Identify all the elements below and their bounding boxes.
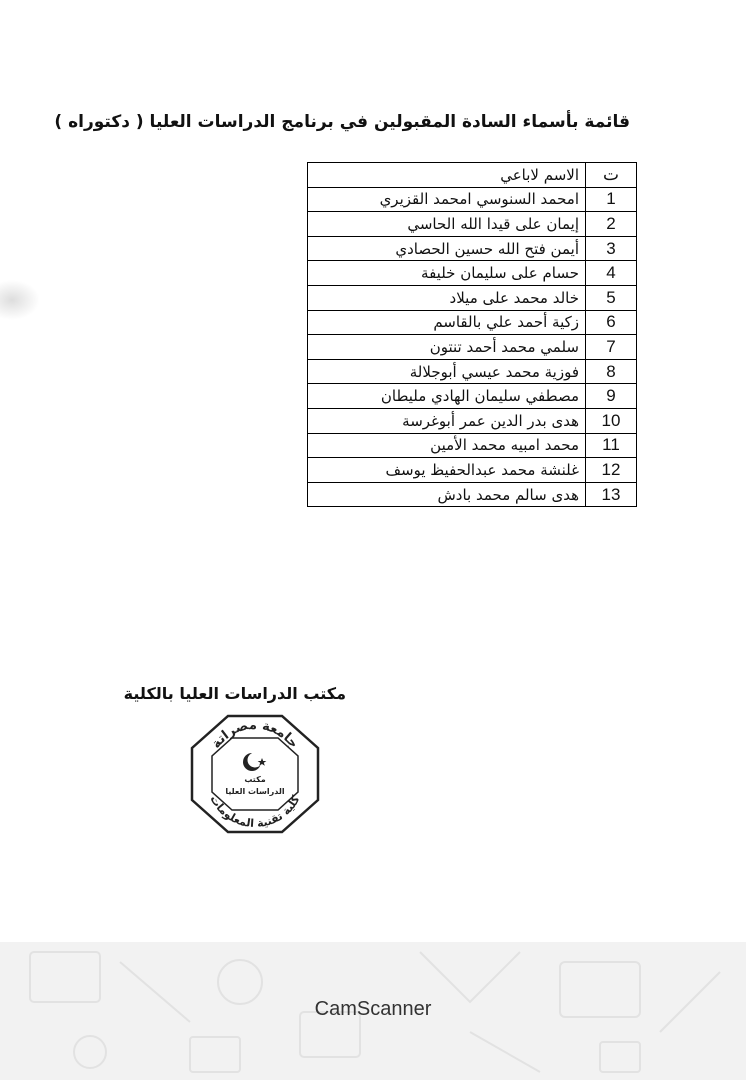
row-number: 11 (586, 433, 637, 458)
stamp-top-text: جامعة مصراتة (208, 717, 302, 752)
row-name: هدى سالم محمد بادش (308, 482, 586, 507)
table-row (308, 433, 637, 458)
table-row (308, 187, 637, 212)
table-row (308, 236, 637, 261)
table-row (308, 408, 637, 433)
row-name: سلمي محمد أحمد تنتون (308, 335, 586, 360)
row-number: 1 (586, 187, 637, 212)
row-name: خالد محمد على ميلاد (308, 285, 586, 310)
row-name: هدى بدر الدين عمر أبوغرسة (308, 408, 586, 433)
header-number: ت (586, 163, 637, 188)
office-label: مكتب الدراسات العليا بالكلية (123, 684, 346, 703)
table-row (308, 212, 637, 237)
row-number: 9 (586, 384, 637, 409)
official-stamp (188, 712, 322, 836)
row-number: 12 (586, 458, 637, 483)
row-number: 7 (586, 335, 637, 360)
table-row (308, 335, 637, 360)
row-number: 4 (586, 261, 637, 286)
row-number: 2 (586, 212, 637, 237)
camscanner-brand: CamScanner (314, 998, 432, 1020)
table-row (308, 285, 637, 310)
table-row (308, 384, 637, 409)
stamp-inner-line2: الدراسات العليا (225, 787, 285, 796)
document-title: قائمة بأسماء السادة المقبولين في برنامج الدراسات العليا ( دكتوراه ) (54, 112, 630, 132)
row-name: زكية أحمد علي بالقاسم (308, 310, 586, 335)
stamp-inner-line1: مكتب (244, 775, 266, 784)
scan-smudge (0, 280, 40, 320)
svg-text:جامعة مصراتة (209, 718, 301, 752)
row-number: 6 (586, 310, 637, 335)
stamp-bottom-text: كلية تقنية المعلومات (207, 793, 303, 831)
row-name: أيمن فتح الله حسين الحصادي (308, 236, 586, 261)
crescent-star-icon (243, 753, 266, 772)
row-number: 5 (586, 285, 637, 310)
accepted-names-table (307, 162, 637, 507)
header-name: الاسم لاباعي (308, 163, 586, 188)
table-row (308, 458, 637, 483)
table-row (308, 261, 637, 286)
row-number: 13 (586, 482, 637, 507)
row-name: امحمد السنوسي امحمد القزيري (308, 187, 586, 212)
row-number: 10 (586, 408, 637, 433)
table-row (308, 310, 637, 335)
row-name: محمد امبيه محمد الأمين (308, 433, 586, 458)
table-header-row (308, 163, 637, 188)
row-number: 3 (586, 236, 637, 261)
row-name: إيمان على قيدا الله الحاسي (308, 212, 586, 237)
row-number: 8 (586, 359, 637, 384)
table-row (308, 359, 637, 384)
table-row (308, 482, 637, 507)
svg-text:كلية تقنية المعلومات (207, 793, 302, 830)
row-name: حسام على سليمان خليفة (308, 261, 586, 286)
row-name: فوزية محمد عيسي أبوجلالة (308, 359, 586, 384)
row-name: مصطفي سليمان الهادي مليطان (308, 384, 586, 409)
row-name: غلنشة محمد عبدالحفيظ يوسف (308, 458, 586, 483)
